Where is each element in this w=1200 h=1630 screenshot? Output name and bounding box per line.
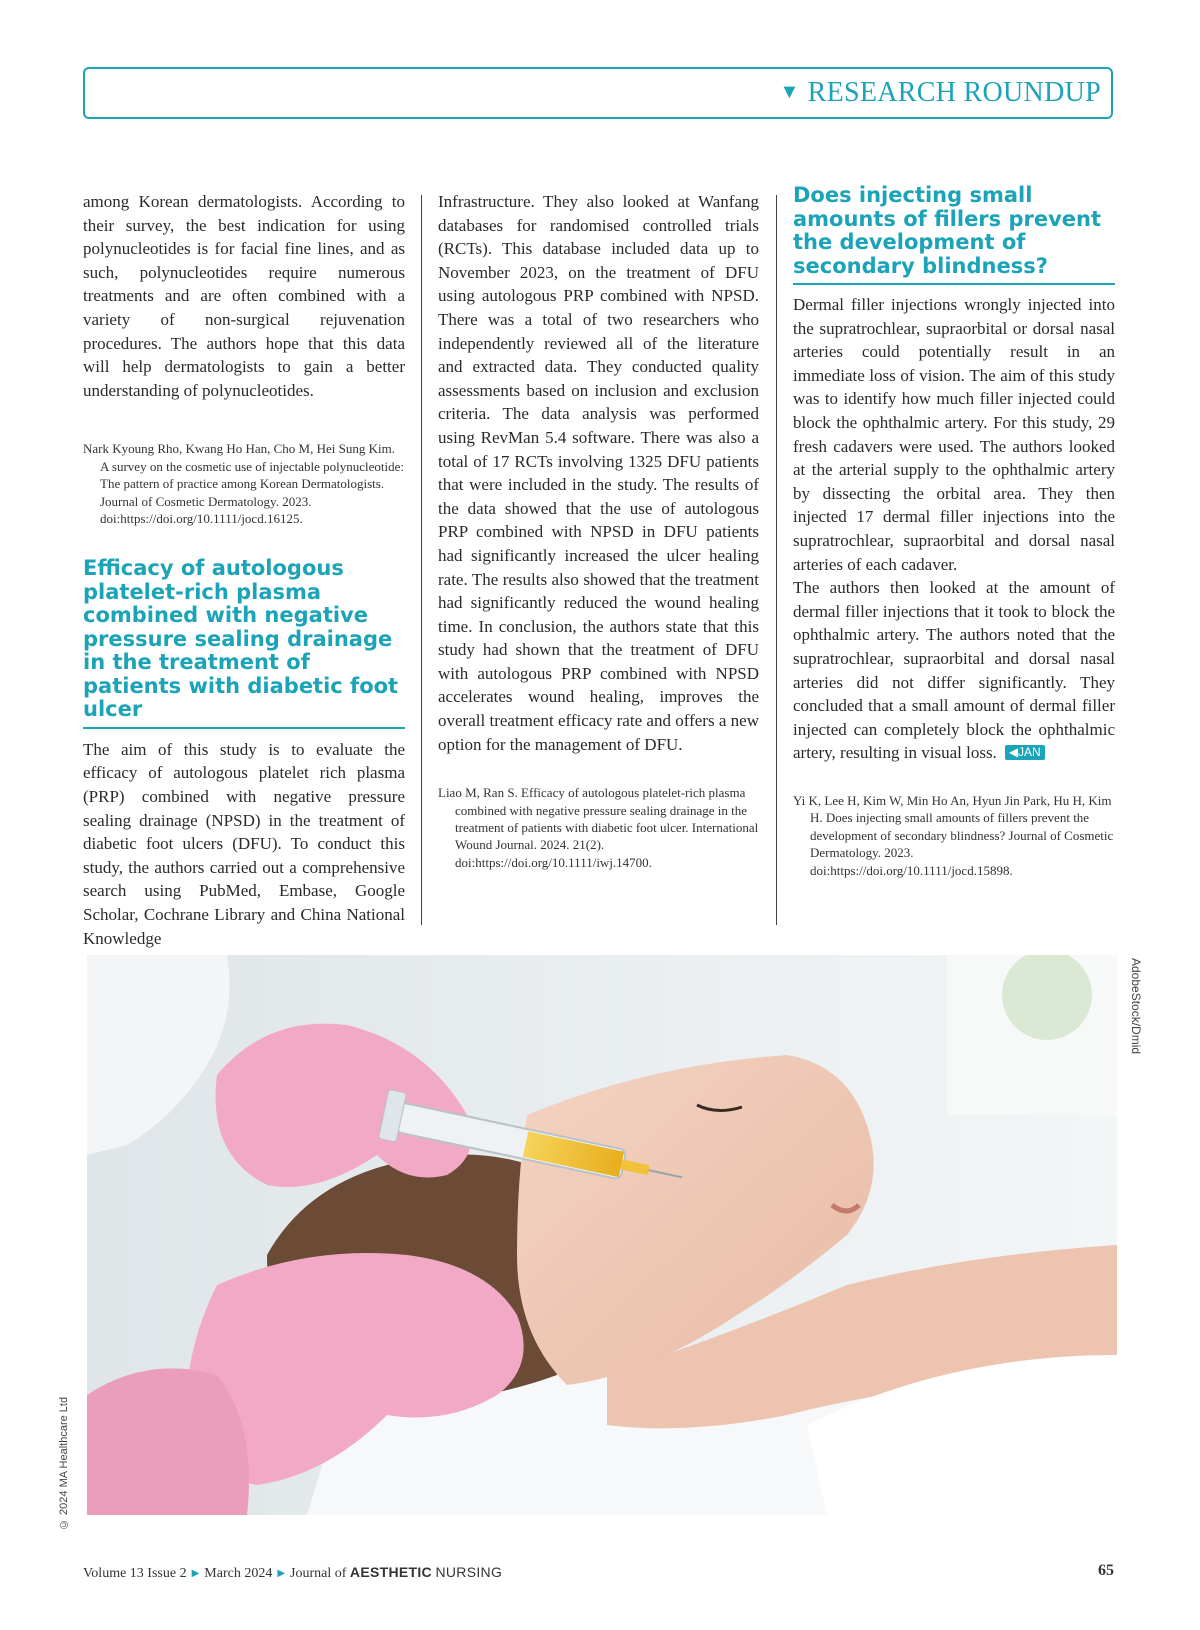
reference: Yi K, Lee H, Kim W, Min Ho An, Hyun Jin Park, Hu H, Kim H. Does injecting small amounts of fillers prevent the development of secondary blindness? Journal of Cosmetic Dermatology. 2023. doi:https://doi.org/10.1111/jocd.15898. — [793, 792, 1114, 878]
triangle-right-icon: ▶ — [191, 1568, 200, 1579]
article-text: Infrastructure. They also looked at Wanfang databases for randomised controlled trials (RCTs). This database included data up to November 2023, on the treatment of DFU using autologous PRP combined with NPSD. There was a total of two researchers who independently reviewed all of the literature and extracted data. They conducted quality assessments based on inclusion and exclusion criteria. The data analysis was performed using RevMan 5.4 software. There was also a total of 17 RCTs involving 1325 DFU patients that were included in the study. The results of the data showed that the use of autologous PRP combined with NPSD in DFU patients had significantly increased the ulcer healing rate. The results also showed that the treatment had significantly reduced the wound healing time. In conclusion, the authors state that this study had shown that the treatment of DFU with autologous PRP combined with NPSD accelerates wound healing, improves the overall treatment efficacy rate and offers a new option for the management of DFU. — [438, 192, 759, 754]
article-photo — [87, 955, 1117, 1515]
triangle-right-icon: ▶ — [277, 1568, 286, 1579]
column-3 — [793, 184, 1115, 879]
page-footer — [83, 1564, 502, 1582]
article-text: The aim of this study is to evaluate the efficacy of autologous platelet rich plasma (PRP) combined with negative pressure sealing drainage (NPSD) in the treatment of diabetic foot ulcers (DFU). To conduct this study, the authors carried out a comprehensive search using PubMed, Embase, Google Scholar, Cochrane Library and China National Knowledge — [83, 739, 405, 948]
filler-injection-illustration — [87, 955, 1117, 1515]
column-divider — [421, 195, 422, 925]
reference: Liao M, Ran S. Efficacy of autologous platelet-rich plasma combined with negative pressure sealing drainage in the treatment of patients with diabetic foot ulcer. International Wound Journal. 2024. 21(2). doi:https://doi.org/10.1111/iwj.14700. — [438, 785, 759, 870]
column-2 — [438, 190, 759, 871]
journal-tag-label: JAN — [1018, 745, 1041, 760]
section-title: RESEARCH ROUNDUP — [807, 77, 1101, 108]
reference: Nark Kyoung Rho, Kwang Ho Han, Cho M, Hei Sung Kim. A survey on the cosmetic use of injectable polynucleotide: The pattern of practice among Korean Dermatologists. Journal of Cosmetic Dermatology. 2023. doi:https://doi.org/10.1111/jocd.16125. — [83, 441, 404, 526]
footer-journal-suffix: NURSING — [435, 1564, 503, 1580]
copyright-notice: © 2024 MA Healthcare Ltd — [58, 1396, 70, 1530]
column-1 — [83, 190, 405, 950]
article-headline: Does injecting small amounts of fillers prevent the development of secondary blindness? — [793, 184, 1115, 285]
column-divider — [776, 195, 777, 925]
footer-journal-prefix: Journal of — [290, 1566, 347, 1581]
page-number: 65 — [1098, 1562, 1114, 1579]
article-text-span: The authors then looked at the amount of dermal filler injections that it took to block the ophthalmic artery. The authors noted that the supratrochlear, supraorbital and dorsal nasal arteries did not differ significantly. They concluded that a small amount of dermal filler injected can completely block the ophthalmic artery, resulting in visual loss. — [793, 578, 1115, 763]
article-text — [793, 576, 1115, 765]
article-text: among Korean dermatologists. According to their survey, the best indication for using polynucleotides is for facial fine lines, and as such, polynucleotides require numerous treatments and are often combined with a variety of non-surgical rejuvenation procedures. The authors hope that this data will help dermatologists to gain a better understanding of polynucleotides. — [83, 192, 405, 400]
section-header-box — [83, 67, 1113, 119]
photo-credit: AdobeStock/Dmid — [1129, 958, 1143, 1055]
section-label — [779, 77, 1101, 109]
triangle-left-icon: ◀ — [1008, 745, 1019, 760]
article-headline: Efficacy of autologous platelet-rich plasma combined with negative pressure sealing drainage in the treatment of patients with diabetic foot ulcer — [83, 557, 405, 729]
article-text: Dermal filler injections wrongly injected into the supratrochlear, supraorbital or dorsal nasal arteries could potentially result in an immediate loss of vision. The aim of this study was to identify how much filler injected could block the ophthalmic artery. For this study, 29 fresh cadavers were used. The authors looked at the arterial supply to the ophthalmic artery by dissecting the orbital area. They then injected 17 dermal filler injections into the supratrochlear, supraorbital and dorsal nasal arteries of each cadaver. — [793, 295, 1115, 574]
triangle-down-icon: ▼ — [779, 81, 800, 103]
footer-journal-bold: AESTHETIC — [349, 1564, 432, 1580]
journal-tag — [1005, 745, 1045, 760]
footer-volume: Volume 13 Issue 2 — [83, 1566, 187, 1581]
footer-date: March 2024 — [204, 1566, 273, 1581]
